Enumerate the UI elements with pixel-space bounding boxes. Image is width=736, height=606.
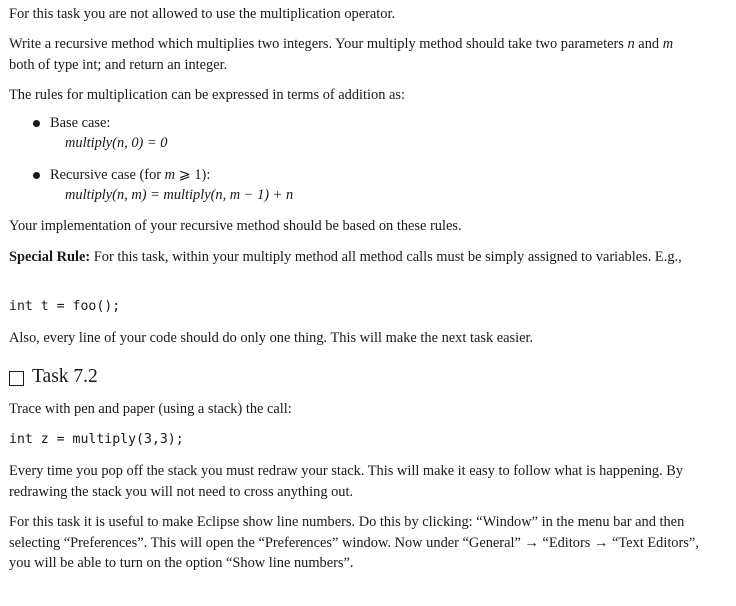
implementation-paragraph: Your implementation of your recursive method should be based on these rules. xyxy=(9,218,462,234)
intro-paragraph: For this task you are not allowed to use the multiplication operator. xyxy=(9,6,396,22)
trace-paragraph: Trace with pen and paper (using a stack) the call: xyxy=(9,401,292,417)
code-example-multiply: int z = multiply(3,3); xyxy=(9,432,184,447)
code-example-foo: int t = foo(); xyxy=(9,299,121,314)
special-rule-paragraph xyxy=(9,247,699,268)
recursive-label-prefix: Recursive case (for xyxy=(50,167,165,183)
task-title: Task 7.2 xyxy=(32,365,98,387)
bullet-base-case xyxy=(9,113,689,155)
recursive-case-formula: multiply(n, m) = multiply(n, m − 1) + n xyxy=(65,187,294,203)
special-rule-text: For this task, within your multiply method all method calls must be simply assigned to variables. E.g., xyxy=(90,249,682,265)
recursive-label-variable: m xyxy=(164,167,176,183)
description-text-1: Write a recursive method which multiplies two integers. Your multiply method should take two parameters xyxy=(9,36,628,52)
bullet-dot-icon xyxy=(33,120,40,127)
also-paragraph: Also, every line of your code should do only one thing. This will make the next task easier. xyxy=(9,330,534,346)
special-rule-label: Special Rule: xyxy=(9,249,91,265)
task-heading xyxy=(9,364,98,390)
base-case-formula: multiply(n, 0) = 0 xyxy=(65,135,168,151)
variable-m: m xyxy=(662,36,674,52)
task-checkbox-icon[interactable] xyxy=(9,371,24,386)
rules-intro-paragraph: The rules for multiplication can be expressed in terms of addition as: xyxy=(9,87,406,103)
redraw-stack-paragraph: Every time you pop off the stack you must redraw your stack. This will make it easy to follow what is happening. By redrawing the stack you will not need to cross anything out. xyxy=(9,463,684,500)
task-description-paragraph xyxy=(9,34,699,75)
bullet-dot-icon xyxy=(33,172,40,179)
bullet-recursive-case xyxy=(9,165,689,207)
description-text-3: both of type int; and return an integer. xyxy=(9,56,228,73)
eclipse-line-numbers-paragraph: For this task it is useful to make Eclipse show line numbers. Do this by clicking: “Window” in the menu bar and then selecting “Preferences”. This will open the “Preferences” window. Now under “General” → “Editors → “Text Editors”, you will be able to turn on the option “Show line numbers”. xyxy=(9,514,699,571)
variable-n: n xyxy=(627,36,635,52)
recursive-case-label xyxy=(50,165,210,186)
description-text-2: and xyxy=(634,36,663,52)
base-case-label: Base case: xyxy=(50,115,111,131)
recursive-label-suffix: ⩾ 1): xyxy=(175,167,211,183)
